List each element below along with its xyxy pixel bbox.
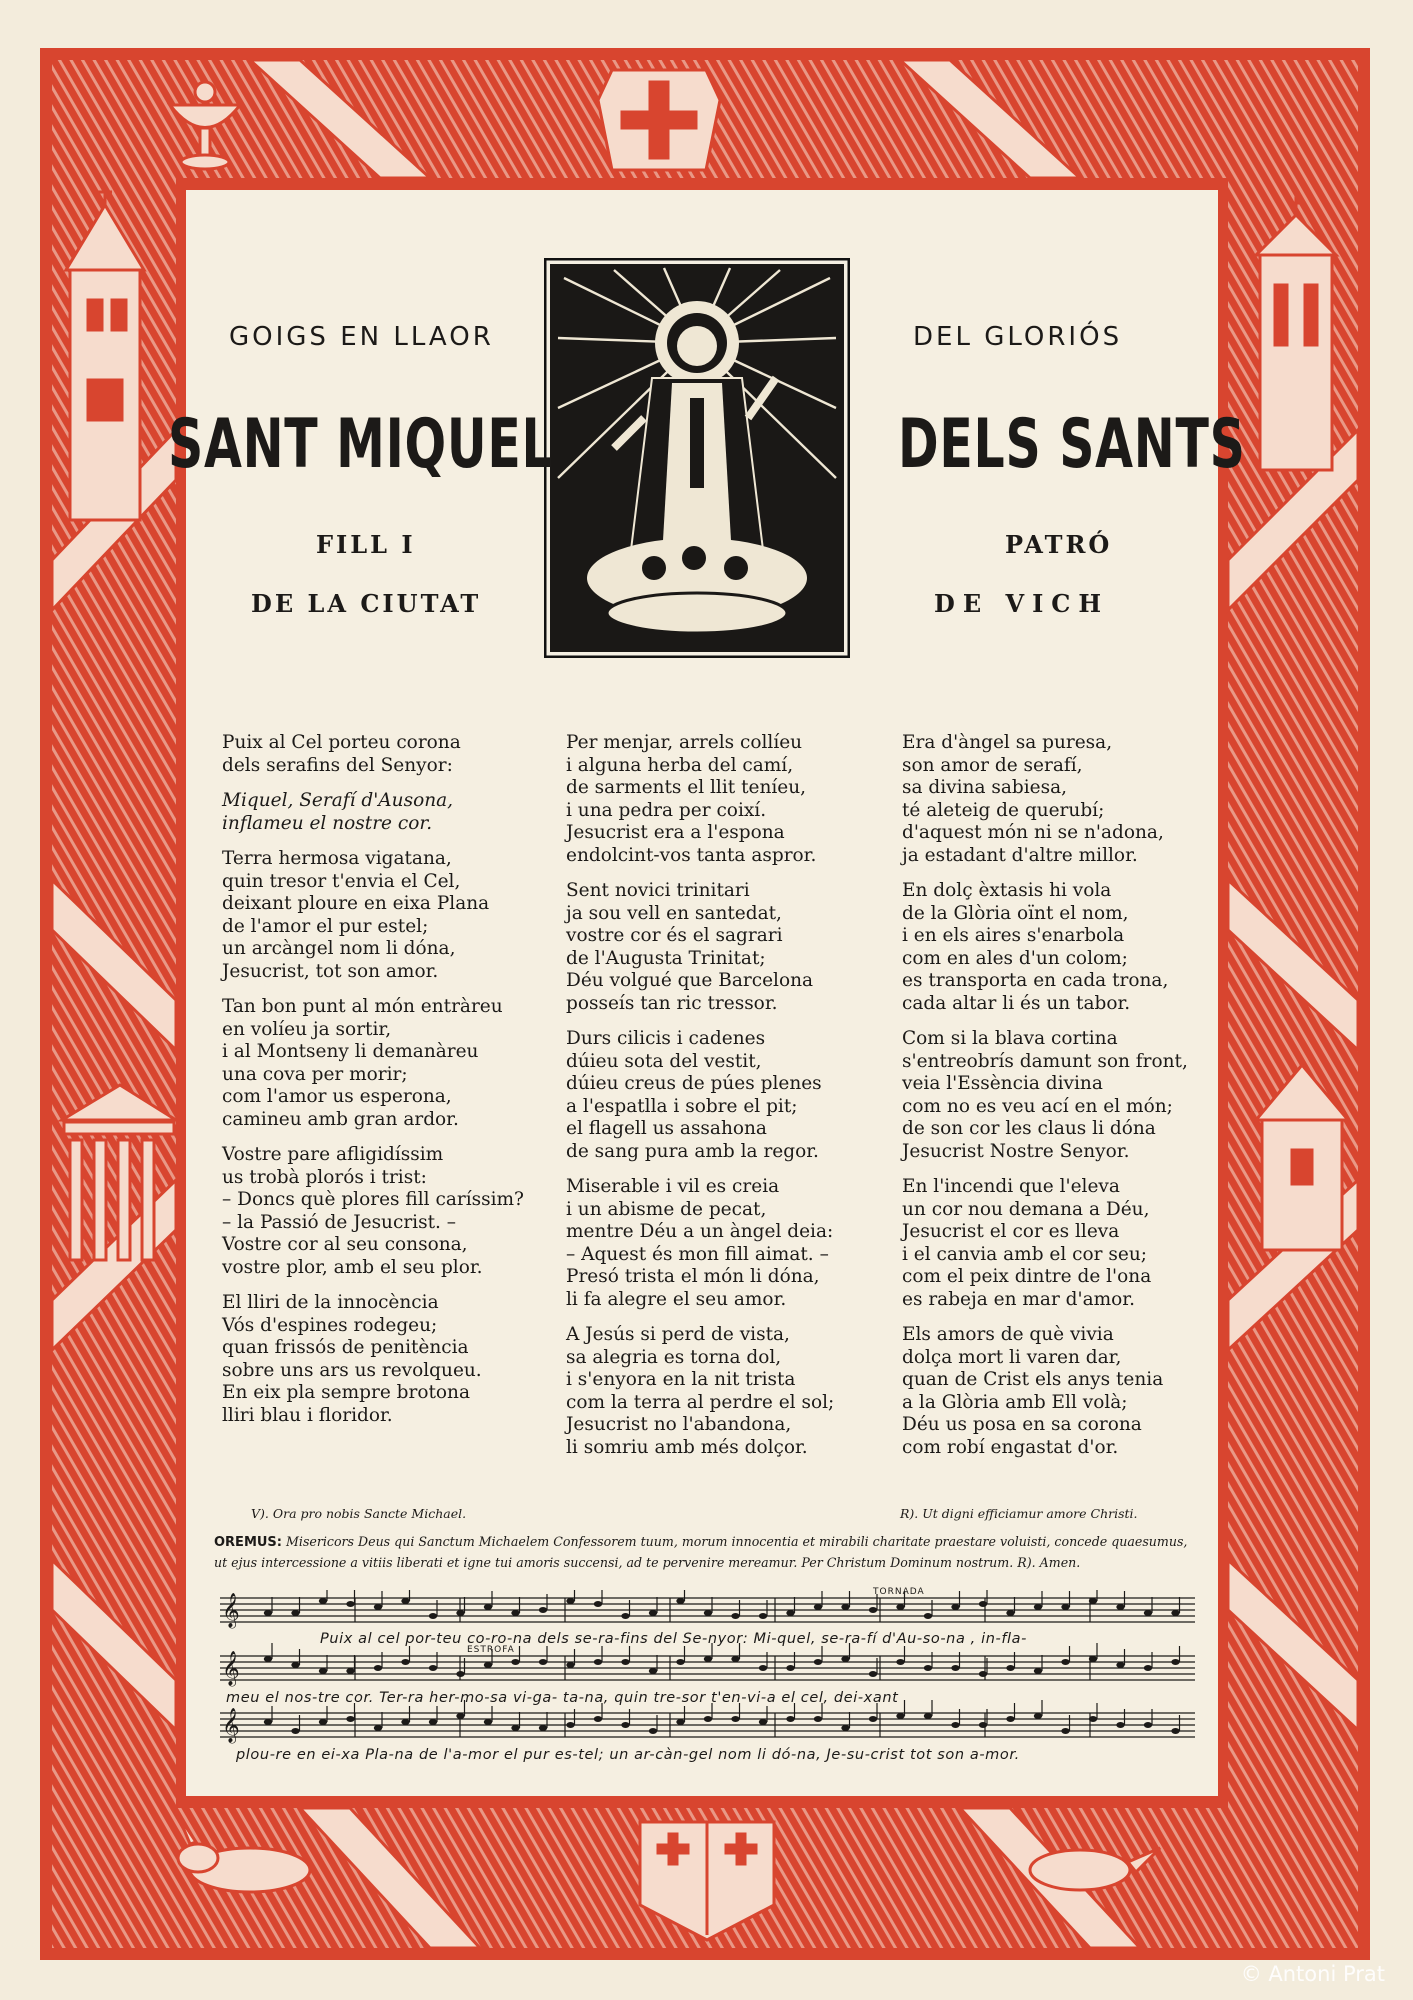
note-head: [951, 1665, 959, 1671]
note-head: [979, 1601, 987, 1607]
note-head: [264, 1656, 272, 1662]
note-head: [594, 1716, 602, 1722]
note-head: [566, 1662, 574, 1668]
note-head: [401, 1719, 409, 1725]
versicle: V). Ora pro nobis Sancte Michael.: [251, 1506, 467, 1521]
verse-line: dúieu sota del vestit,: [566, 1050, 762, 1072]
note-head: [1171, 1728, 1179, 1734]
verse-line: quan frissós de penitència: [222, 1337, 469, 1358]
verse-line: Vós d'espines rodegeu;: [222, 1314, 438, 1336]
verse-line: i alguna herba del camí,: [566, 754, 794, 776]
note-head: [1144, 1610, 1152, 1616]
verse-line: dolça mort li varen dar,: [902, 1346, 1122, 1368]
verse-line: de sang pura amb la regor.: [566, 1140, 819, 1162]
stanza: [902, 880, 1188, 1015]
verse-line: i un abisme de pecat,: [566, 1198, 767, 1220]
note-head: [841, 1656, 849, 1662]
verse-column-3: [902, 732, 1188, 1472]
note-head: [1116, 1604, 1124, 1610]
note-head: [896, 1713, 904, 1719]
note-head: [1116, 1662, 1124, 1668]
verse-column-1: [222, 732, 524, 1440]
stanza: [902, 1324, 1188, 1459]
copyright-watermark: © Antoni Prat: [1240, 1962, 1385, 1986]
verse-line: Miquel, Serafí d'Ausona,: [222, 790, 454, 811]
label-tornada: TORNADA: [873, 1587, 925, 1597]
note-head: [786, 1716, 794, 1722]
verse-line: Era d'àngel sa puresa,: [902, 732, 1113, 753]
stanza: [566, 1028, 834, 1163]
note-head: [319, 1598, 327, 1604]
stanza: [902, 732, 1188, 867]
stanza: [222, 1144, 524, 1279]
verse-line: com l'amor us esperona,: [222, 1086, 452, 1107]
verse-line: Vostre cor al seu consona,: [222, 1234, 468, 1255]
note-head: [869, 1607, 877, 1613]
note-head: [429, 1613, 437, 1619]
note-head: [594, 1601, 602, 1607]
note-head: [841, 1725, 849, 1731]
verse-line: com el peix dintre de l'ona: [902, 1266, 1152, 1287]
verse-line: dels serafins del Senyor:: [222, 754, 453, 776]
verse-line: us trobà plorós i trist:: [222, 1166, 427, 1188]
verse-line: vostre cor és el sagrari: [566, 925, 783, 946]
verse-line: Presó trista el món li dóna,: [566, 1266, 820, 1287]
note-head: [1006, 1665, 1014, 1671]
verse-line: Jesucrist, tot son amor.: [222, 960, 439, 982]
note-head: [539, 1659, 547, 1665]
header-right-top: DEL GLORIÓS: [913, 322, 1123, 352]
note-head: [951, 1604, 959, 1610]
note-head: [814, 1604, 822, 1610]
verse-line: quin tresor t'envia el Cel,: [222, 870, 461, 892]
verse-line: té aleteig de querubí;: [902, 799, 1105, 821]
verse-line: En l'incendi que l'eleva: [902, 1176, 1120, 1197]
response: R). Ut digni efficiamur amore Christi.: [900, 1506, 1138, 1521]
oremus-label: OREMUS:: [214, 1535, 282, 1550]
note-head: [621, 1613, 629, 1619]
note-head: [484, 1604, 492, 1610]
verse-line: ja estadant d'altre millor.: [902, 844, 1138, 866]
verse-line: li somriu amb més dolçor.: [566, 1436, 808, 1458]
verse-line: com la terra al perdre el sol;: [566, 1391, 835, 1413]
note-head: [924, 1613, 932, 1619]
note-head: [676, 1659, 684, 1665]
verse-line: camineu amb gran ardor.: [222, 1108, 459, 1130]
verse-line: un cor nou demana a Déu,: [902, 1198, 1150, 1220]
note-head: [1034, 1668, 1042, 1674]
verse-line: a l'espatlla i sobre el pit;: [566, 1095, 798, 1117]
header-right-mid: PATRÓ: [1005, 530, 1113, 559]
note-head: [704, 1716, 712, 1722]
note-head: [1061, 1604, 1069, 1610]
verse-line: Déu volgué que Barcelona: [566, 970, 814, 991]
verse-line: s'entreobrís damunt son front,: [902, 1050, 1188, 1072]
note-head: [346, 1601, 354, 1607]
verse-line: ja sou vell en santedat,: [566, 902, 782, 924]
oremus-amen: R). Amen.: [1017, 1555, 1081, 1570]
verse-line: Per menjar, arrels collíeu: [566, 732, 803, 753]
note-head: [704, 1656, 712, 1662]
verse-line: com no es veu ací en el món;: [902, 1095, 1173, 1117]
stanza: [222, 790, 524, 835]
verse-line: Com si la blava cortina: [902, 1028, 1118, 1049]
verse-line: Jesucrist Nostre Senyor.: [902, 1140, 1130, 1162]
note-head: [649, 1668, 657, 1674]
verse-line: es rabeja en mar d'amor.: [902, 1288, 1136, 1310]
note-head: [924, 1665, 932, 1671]
note-head: [731, 1716, 739, 1722]
treble-clef-icon: 𝄞: [222, 1651, 240, 1686]
verse-line: i en els aires s'enarbola: [902, 925, 1125, 946]
title-left: SANT MIQUEL: [168, 405, 554, 484]
note-head: [841, 1604, 849, 1610]
note-head: [814, 1716, 822, 1722]
verse-line: El lliri de la innocència: [222, 1292, 439, 1313]
verse-line: – Aquest és mon fill aimat. –: [566, 1243, 829, 1265]
note-head: [484, 1719, 492, 1725]
note-head: [786, 1665, 794, 1671]
verse-line: dúieu creus de púes plenes: [566, 1073, 822, 1094]
stanza: [566, 880, 834, 1015]
verse-line: com en ales d'un colom;: [902, 947, 1128, 969]
verse-line: inflameu el nostre cor.: [222, 812, 433, 834]
verse-line: – la Passió de Jesucrist. –: [222, 1211, 457, 1233]
verse-line: Miserable i vil es creia: [566, 1176, 780, 1197]
note-head: [759, 1613, 767, 1619]
verse-line: una cova per morir;: [222, 1063, 408, 1085]
verse-line: un arcàngel nom li dóna,: [222, 938, 456, 959]
note-head: [401, 1659, 409, 1665]
lyrics-line-3: plou-re en ei-xa Pla-na de l'a-mor el pur es-tel; un ar-càn-gel nom li dó-na, Je-su-crist tot son a-mor.: [236, 1747, 1020, 1763]
verse-line: de l'Augusta Trinitat;: [566, 947, 766, 969]
verse-line: lliri blau i floridor.: [222, 1404, 393, 1426]
verse-line: de l'amor el pur estel;: [222, 915, 429, 937]
note-head: [1061, 1728, 1069, 1734]
verse-line: Puix al Cel porteu corona: [222, 732, 461, 753]
verse-line: Tan bon punt al món entràreu: [222, 996, 503, 1017]
note-head: [374, 1665, 382, 1671]
verse-line: Terra hermosa vigatana,: [222, 848, 452, 869]
note-head: [264, 1719, 272, 1725]
note-head: [319, 1719, 327, 1725]
verse-line: A Jesús si perd de vista,: [566, 1324, 790, 1345]
note-head: [1089, 1716, 1097, 1722]
lyrics-line-2: meu el nos-tre cor. Ter-ra her-mo-sa vi-ga- ta-na, quin tre-sor t'en-vi-a el cel, dei-xant: [226, 1690, 899, 1706]
note-head: [649, 1728, 657, 1734]
verse-line: de la Glòria oïnt el nom,: [902, 902, 1129, 924]
note-head: [759, 1665, 767, 1671]
verse-column-2: [566, 732, 834, 1472]
verse-line: Jesucrist era a l'espona: [566, 822, 785, 843]
note-head: [346, 1716, 354, 1722]
note-head: [951, 1722, 959, 1728]
stanza: [902, 1028, 1188, 1163]
oremus-prayer: [214, 1532, 1199, 1573]
verse-line: Déu us posa en sa corona: [902, 1414, 1142, 1435]
verse-line: veia l'Essència divina: [902, 1073, 1103, 1094]
verse-line: Jesucrist no l'abandona,: [566, 1414, 792, 1435]
stanza: [222, 1292, 524, 1427]
note-head: [291, 1662, 299, 1668]
note-head: [896, 1659, 904, 1665]
verse-line: com robí engastat d'or.: [902, 1436, 1119, 1458]
verse-line: a la Glòria amb Ell volà;: [902, 1391, 1128, 1413]
note-head: [594, 1659, 602, 1665]
note-head: [1144, 1722, 1152, 1728]
note-head: [539, 1725, 547, 1731]
verse-line: sobre uns ars us revolqueu.: [222, 1359, 482, 1381]
header-left-bottom: DE LA CIUTAT: [251, 589, 482, 618]
note-head: [401, 1598, 409, 1604]
note-head: [1006, 1716, 1014, 1722]
verse-line: En eix pla sempre brotona: [222, 1382, 470, 1403]
verse-line: Sent novici trinitari: [566, 880, 750, 901]
note-head: [456, 1671, 464, 1677]
note-head: [1061, 1659, 1069, 1665]
verse-line: deixant ploure en eixa Plana: [222, 893, 490, 914]
note-head: [621, 1722, 629, 1728]
note-head: [566, 1722, 574, 1728]
note-head: [979, 1722, 987, 1728]
verse-line: de son cor les claus li dóna: [902, 1118, 1156, 1139]
note-head: [759, 1719, 767, 1725]
note-head: [429, 1665, 437, 1671]
verse-line: – Doncs què plores fill caríssim?: [222, 1189, 524, 1210]
note-head: [676, 1598, 684, 1604]
note-head: [621, 1659, 629, 1665]
verse-line: Els amors de què vivia: [902, 1324, 1114, 1345]
verse-line: quan de Crist els anys tenia: [902, 1369, 1164, 1390]
label-estrofa: ESTROFA: [467, 1645, 515, 1655]
note-head: [511, 1725, 519, 1731]
note-head: [539, 1607, 547, 1613]
note-head: [979, 1671, 987, 1677]
note-head: [731, 1656, 739, 1662]
verse-line: posseís tan ric tressor.: [566, 992, 778, 1014]
note-head: [456, 1610, 464, 1616]
note-head: [1089, 1656, 1097, 1662]
stanza: [902, 1176, 1188, 1311]
note-head: [731, 1613, 739, 1619]
note-head: [264, 1610, 272, 1616]
verse-line: en volíeu ja sortir,: [222, 1018, 392, 1040]
stanza: [222, 996, 524, 1131]
note-head: [1116, 1722, 1124, 1728]
verse-line: Vostre pare afligidíssim: [222, 1144, 444, 1165]
treble-clef-icon: 𝄞: [222, 1593, 240, 1628]
note-head: [1171, 1610, 1179, 1616]
verse-line: vostre plor, amb el seu plor.: [222, 1256, 483, 1278]
note-head: [291, 1728, 299, 1734]
note-head: [291, 1610, 299, 1616]
verse-line: Jesucrist el cor es lleva: [902, 1221, 1120, 1242]
verse-line: son amor de serafí,: [902, 754, 1083, 776]
verse-line: el flagell us assahona: [566, 1118, 767, 1139]
note-head: [649, 1610, 657, 1616]
oremus-text: Misericors Deus qui Sanctum Michaelem Confessorem tuum, morum innocentia et mirabili charitate praestare voluisti, concede quaesumus, ut ejus intercessione a vitiis liberati et igne tui amoris succensi, ad te pervenire mereamur. Per Christum Dominum nostrum.: [214, 1534, 1188, 1570]
verse-line: de sarments el llit teníeu,: [566, 777, 807, 798]
verse-line: En dolç èxtasis hi vola: [902, 880, 1112, 901]
note-head: [319, 1668, 327, 1674]
note-head: [704, 1610, 712, 1616]
stanza: [566, 1176, 834, 1311]
note-head: [374, 1604, 382, 1610]
top-shield: [598, 70, 720, 170]
verse-line: es transporta en cada trona,: [902, 970, 1169, 991]
stanza: [222, 732, 524, 777]
note-head: [676, 1719, 684, 1725]
verse-line: i al Montseny li demanàreu: [222, 1041, 479, 1062]
note-head: [924, 1713, 932, 1719]
verse-line: cada altar li és un tabor.: [902, 992, 1131, 1014]
note-head: [511, 1659, 519, 1665]
note-head: [814, 1659, 822, 1665]
note-head: [896, 1604, 904, 1610]
note-head: [1034, 1713, 1042, 1719]
header-right-bottom: DE VICH: [934, 589, 1110, 618]
verse-line: i una pedra per coixí.: [566, 799, 767, 821]
note-head: [1006, 1610, 1014, 1616]
stanza: [566, 1324, 834, 1459]
note-head: [1034, 1604, 1042, 1610]
note-head: [869, 1716, 877, 1722]
note-head: [484, 1662, 492, 1668]
note-head: [786, 1610, 794, 1616]
verse-line: sa alegria es torna dol,: [566, 1346, 782, 1368]
treble-clef-icon: 𝄞: [222, 1708, 240, 1743]
verse-line: Durs cilicis i cadenes: [566, 1028, 766, 1049]
stanza: [566, 732, 834, 867]
note-head: [566, 1598, 574, 1604]
note-head: [374, 1725, 382, 1731]
note-head: [1171, 1659, 1179, 1665]
stanza: [222, 848, 524, 983]
note-head: [456, 1713, 464, 1719]
title-right: DELS SANTS: [898, 405, 1246, 484]
header-left-mid: FILL I: [316, 530, 416, 559]
header-left-top: GOIGS EN LLAOR: [229, 322, 494, 352]
verse-line: mentre Déu a un àngel deia:: [566, 1221, 834, 1242]
verse-line: i el canvia amb el cor seu;: [902, 1243, 1147, 1265]
note-head: [346, 1668, 354, 1674]
lyrics-line-1: Puix al cel por-teu co-ro-na dels se-ra-fins del Se-nyor: Mi-quel, se-ra-fí d'Au-so-na , in-fla-: [320, 1631, 1027, 1647]
verse-line: i s'enyora en la nit trista: [566, 1369, 796, 1390]
verse-line: li fa alegre el seu amor.: [566, 1288, 787, 1310]
note-head: [1089, 1598, 1097, 1604]
verse-line: sa divina sabiesa,: [902, 777, 1067, 798]
note-head: [869, 1671, 877, 1677]
verse-line: endolcint-vos tanta aspror.: [566, 844, 817, 866]
verse-line: d'aquest món ni se n'adona,: [902, 822, 1164, 843]
note-head: [429, 1719, 437, 1725]
note-head: [511, 1610, 519, 1616]
note-head: [1144, 1665, 1152, 1671]
saint-woodcut-image: [544, 258, 850, 658]
